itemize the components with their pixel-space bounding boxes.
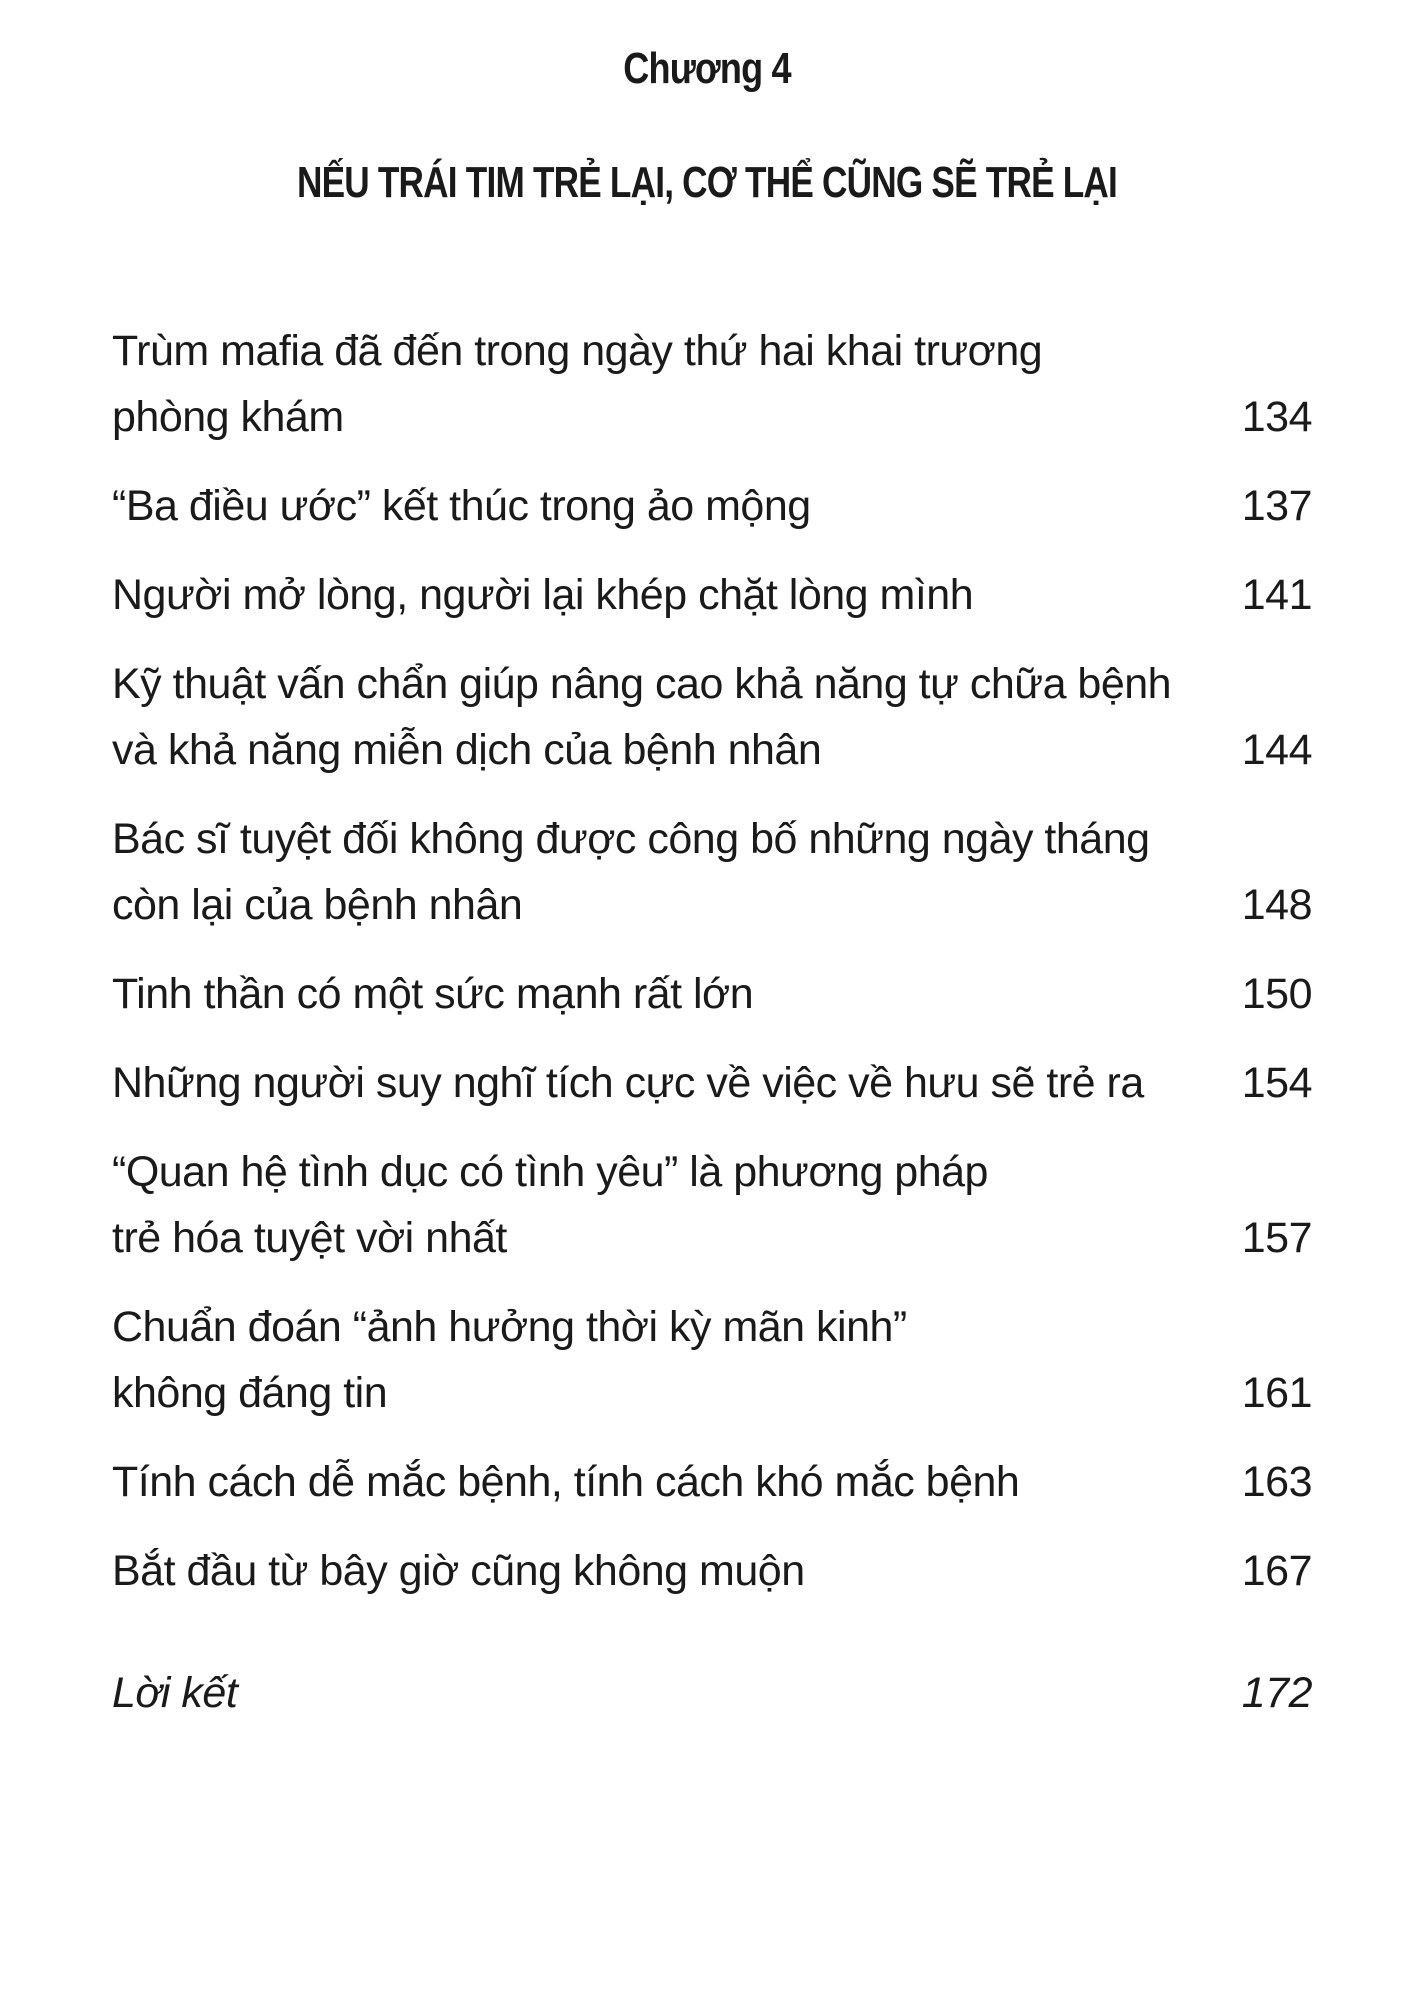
toc-entry-page: 137 <box>1241 482 1312 530</box>
epilogue-page: 172 <box>1241 1669 1312 1717</box>
toc-entry-title: “Ba điều ước” kết thúc trong ảo mộng <box>112 482 811 530</box>
toc-entry-epilogue <box>112 1660 1312 1726</box>
toc-entry <box>112 1139 1312 1271</box>
chapter-label: Chương 4 <box>623 44 791 93</box>
toc-entry <box>112 1538 1312 1604</box>
epilogue-title: Lời kết <box>112 1669 238 1717</box>
toc-entry <box>112 1050 1312 1116</box>
toc-entry-title: Người mở lòng, người lại khép chặt lòng mình <box>112 571 974 619</box>
toc-entry <box>112 318 1312 450</box>
toc-entry <box>112 806 1312 938</box>
toc-entry-title: Kỹ thuật vấn chẩn giúp nâng cao khả năng tự chữa bệnh và khả năng miễn dịch của bệnh nhân <box>112 660 1172 774</box>
toc-entry-title: Tinh thần có một sức mạnh rất lớn <box>112 970 754 1018</box>
toc-entry-title: “Quan hệ tình dục có tình yêu” là phương pháp trẻ hóa tuyệt vời nhất <box>112 1148 988 1262</box>
table-of-contents <box>112 318 1312 1749</box>
toc-entry-title: Tính cách dễ mắc bệnh, tính cách khó mắc bệnh <box>112 1458 1020 1506</box>
toc-entry-page: 144 <box>1241 726 1312 774</box>
toc-entry-page: 141 <box>1241 571 1312 619</box>
toc-entry-page: 157 <box>1241 1214 1312 1262</box>
chapter-title: NẾU TRÁI TIM TRẺ LẠI, CƠ THỂ CŨNG SẼ TRẺ LẠI <box>296 158 1118 207</box>
toc-entry-title: Bắt đầu từ bây giờ cũng không muộn <box>112 1547 805 1595</box>
toc-entry-page: 134 <box>1241 393 1312 441</box>
toc-entry <box>112 651 1312 783</box>
toc-entry-page: 148 <box>1241 881 1312 929</box>
toc-entry-page: 167 <box>1241 1547 1312 1595</box>
toc-entry <box>112 473 1312 539</box>
toc-entry-page: 161 <box>1241 1369 1312 1417</box>
toc-entry <box>112 1449 1312 1515</box>
toc-entry <box>112 961 1312 1027</box>
toc-entry-title: Trùm mafia đã đến trong ngày thứ hai khai trương phòng khám <box>112 327 1043 441</box>
toc-entry-title: Bác sĩ tuyệt đối không được công bố những ngày tháng còn lại của bệnh nhân <box>112 815 1150 929</box>
toc-entry-page: 150 <box>1241 970 1312 1018</box>
toc-entry <box>112 1294 1312 1426</box>
toc-entry-page: 163 <box>1241 1458 1312 1506</box>
toc-entry-title: Chuẩn đoán “ảnh hưởng thời kỳ mãn kinh” không đáng tin <box>112 1303 907 1417</box>
toc-entry-title: Những người suy nghĩ tích cực về việc về hưu sẽ trẻ ra <box>112 1059 1144 1107</box>
toc-entry <box>112 562 1312 628</box>
toc-entry-page: 154 <box>1241 1059 1312 1107</box>
